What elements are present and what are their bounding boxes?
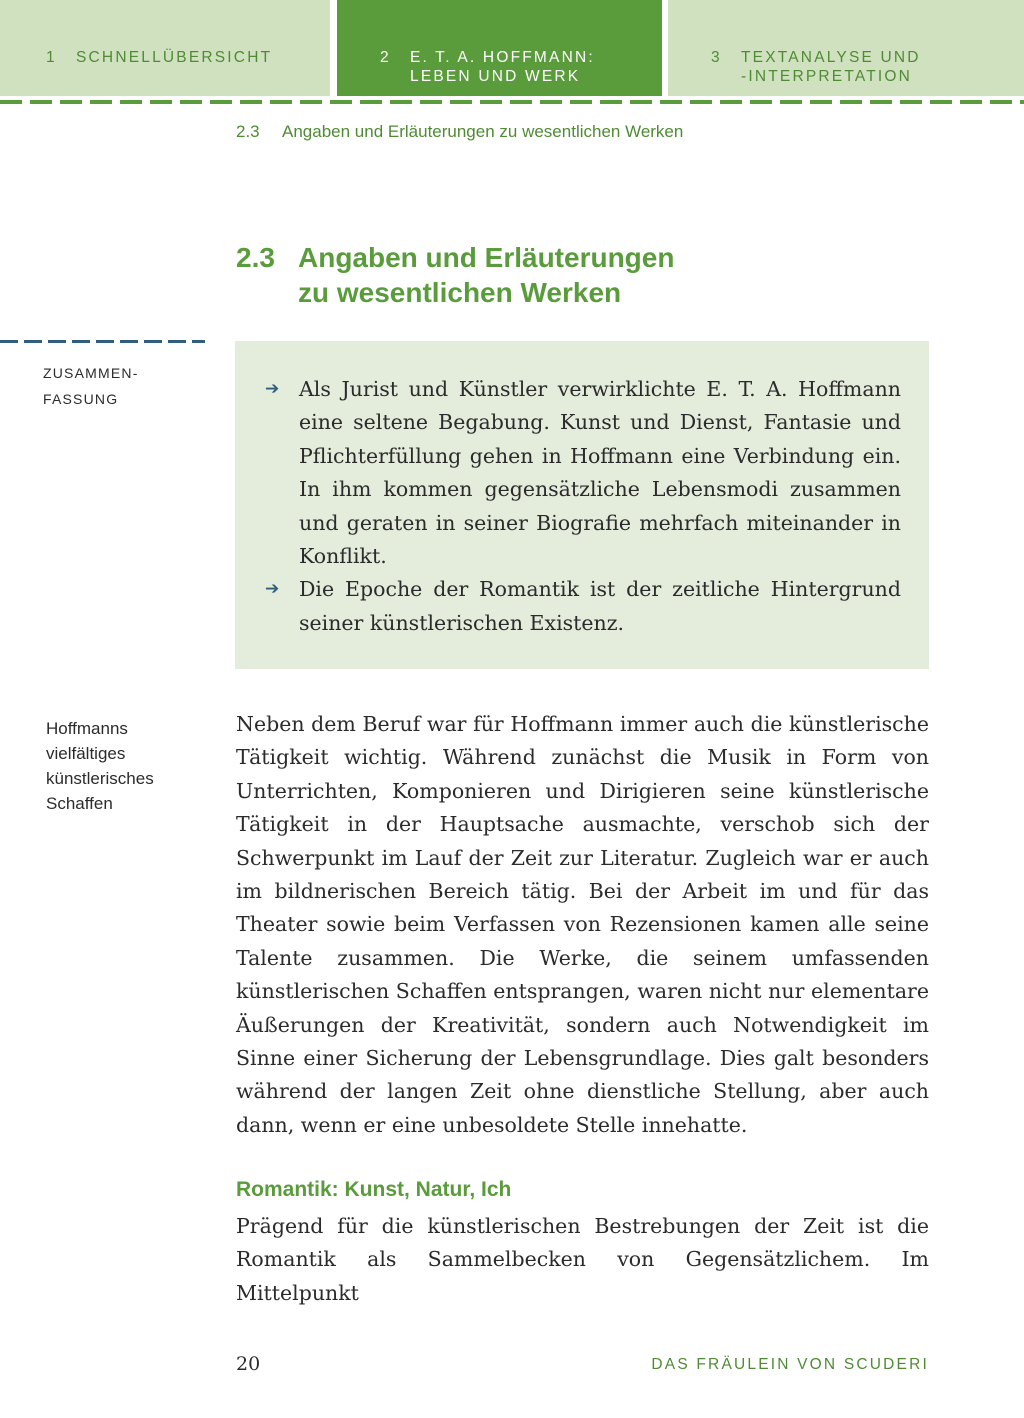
arrow-right-icon: ➔ [265,579,280,600]
tab-label-line2: -INTERPRETATION [741,68,913,85]
tab-leben-und-werk[interactable] [337,0,662,96]
tab-label [741,48,921,96]
page-number: 20 [236,1353,261,1375]
tab-textanalyse[interactable] [668,0,1024,96]
book-title: DAS FRÄULEIN VON SCUDERI [651,1356,929,1373]
body-paragraph: Neben dem Beruf war für Hoffmann immer auch die künstlerische Tätigkeit wichtig. Während zunächst die Musik in Form von Unterrichten, Komponieren und Dirigieren seine künstlerische Tätigkeit in der Hauptsache ausmachte, verschob sich der Schwerpunkt im Lauf der Zeit zur Literatur. Zugleich war er auch im bildnerischen Bereich tätig. Bei der Arbeit im und für das Theater sowie beim Verfassen von Rezensionen kamen alle seine Talente zusammen. Die Werke, die seinem umfassenden künstlerischen Schaffen entsprangen, waren nicht nur elementare Äußerungen der Kreativität, sondern auch Notwendigkeit im Sinne einer Sicherung der Lebensgrundlage. Dies galt besonders während der langen Zeit ohne dienstliche Stellung, aber auch dann, wenn er eine unbesoldete Stelle innehatte. [236,712,929,1137]
section-title [236,240,674,310]
tab-label-line2: LEBEN UND WERK [410,68,581,85]
margin-note-line: Hoffmanns [46,719,128,738]
section-title-line1: Angaben und Erläuterungen [298,242,675,273]
tab-number: 2 [380,49,391,66]
summary-label-line1: ZUSAMMEN- [43,365,139,381]
running-head-title: Angaben und Erläuterungen zu wesentlichen Werken [282,122,684,141]
margin-note-line: vielfältiges [46,744,126,763]
arrow-right-icon: ➔ [265,379,280,399]
summary-label [43,360,193,412]
summary-bullet-text: Als Jurist und Künstler verwirklichte E. T. A. Hoffmann eine seltene Begabung. Kunst und Dienst, Fantasie und Pflichterfüllung gehen in Hoffmann eine Verbindung ein. In ihm kommen gegensätzliche Lebensmodi zusammen und geraten in seiner Biografie mehrfach miteinander in Konflikt. [299,377,901,569]
summary-bullet [265,573,901,640]
margin-note-line: Schaffen [46,794,113,813]
tab-label [410,48,595,96]
margin-note [46,716,216,816]
tab-number: 3 [711,49,722,66]
margin-note-line: künstlerisches [46,769,154,788]
tab-label-line1: E. T. A. HOFFMANN: [410,49,595,66]
subheading: Romantik: Kunst, Natur, Ich [236,1178,512,1201]
section-title-line2: zu wesentlichen Werken [298,277,622,308]
tab-label: SCHNELLÜBERSICHT [76,49,273,66]
tab-schnelluebersicht[interactable] [0,0,330,96]
section-number: 2.3 [236,242,275,273]
summary-bullet-text: Die Epoche der Romantik ist der zeitliche Hintergrund seiner künstlerischen Existenz. [299,577,901,635]
tab-number: 1 [46,49,57,66]
header-dashed-divider [0,100,1024,104]
chapter-tabs [0,0,1024,96]
summary-bullet [265,373,901,573]
tab-label-line1: TEXTANALYSE UND [741,49,921,66]
body-paragraph: Prägend für die künstlerischen Bestrebungen der Zeit ist die Romantik als Sammelbecken von Gegensätzlichem. Im Mittelpunkt [236,1214,929,1305]
summary-box [235,341,929,669]
running-head [236,122,683,142]
running-head-number: 2.3 [236,122,260,141]
summary-label-line2: FASSUNG [43,391,119,407]
sidebar-dashed-divider [0,340,205,343]
